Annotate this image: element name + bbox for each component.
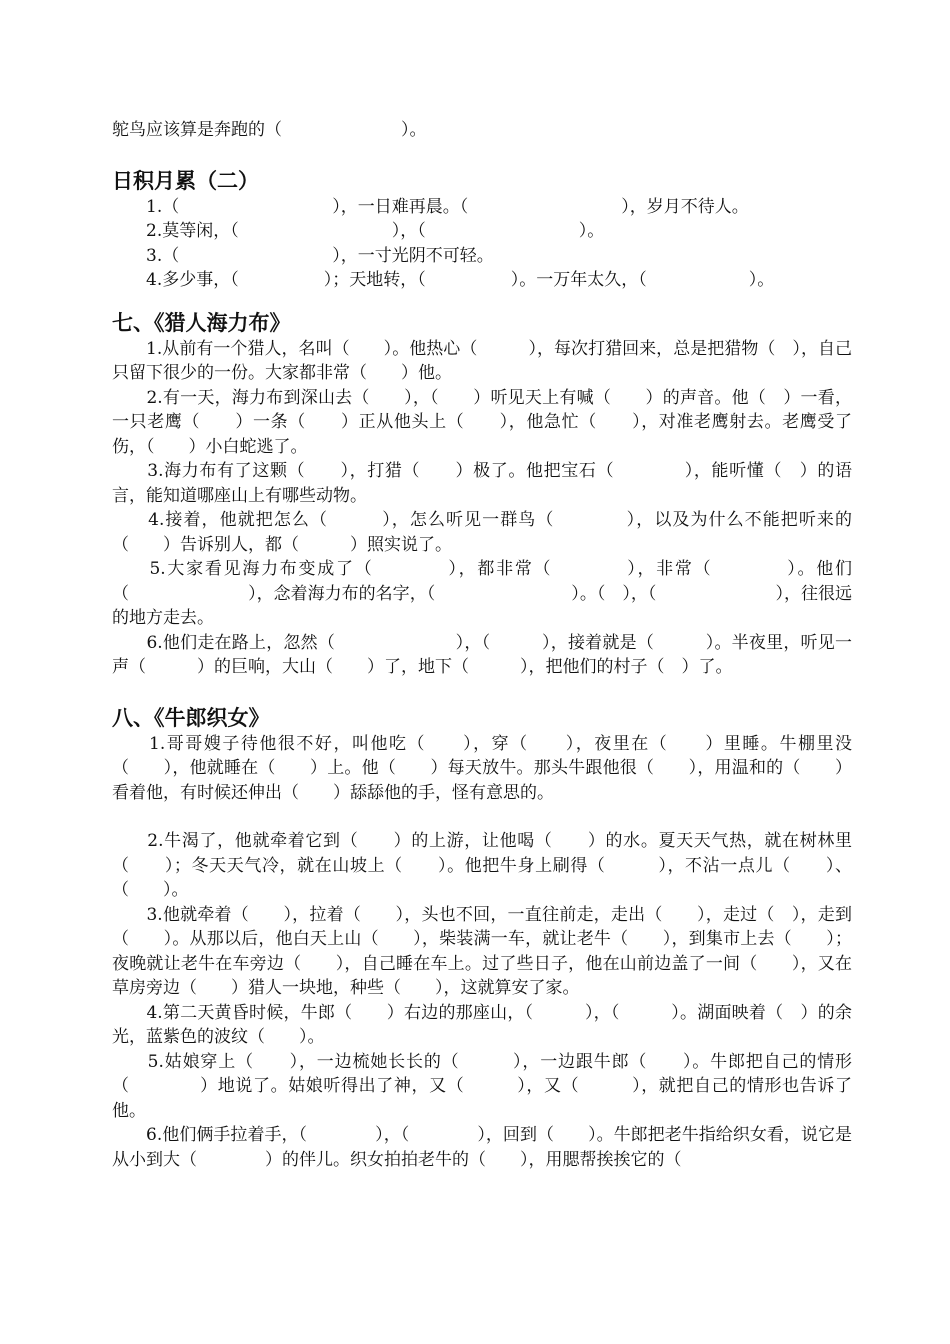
niulang-item-6: 6.他们俩手拉着手，（ ），（ ），回到（ ）。牛郎把老牛指给织女看，说它是从小到大（ ）的伴儿。织女拍拍老牛的（ ），用腮帮挨挨它的（ <box>112 1125 852 1170</box>
lieren-item-6: 6.他们走在路上，忽然（ ），（ ），接着就是（ ）。半夜里，听见一声（ ）的巨响，大山（ ）了，地下（ ），把他们的村子（ ）了。 <box>112 632 852 677</box>
lieren-item-5: 5.大家看见海力布变成了（ ），都非常（ ），非常（ ）。他们（ ），念着海力布的名字，（ ）。（ ），（ ），往很远的地方走去。 <box>112 559 852 628</box>
rijiyuelei-item-1: 1.（ ），一日难再晨。（ ），岁月不待人。 <box>112 196 749 217</box>
lieren-item-4: 4.接着，他就把怎么（ ），怎么听见一群鸟（ ），以及为什么不能把听来的（ ）告诉别人，都（ ）照实说了。 <box>112 510 852 555</box>
rijiyuelei-item-2: 2.莫等闲，（ ），（ ）。 <box>112 221 605 241</box>
niulang-item-5: 5.姑娘穿上（ ），一边梳她长长的（ ），一边跟牛郎（ ）。牛郎把自己的情形（ ）地说了。姑娘听得出了神，又（ ），又（ ），就把自己的情形也告诉了他。 <box>112 1051 852 1121</box>
rijiyuelei-item-4: 4.多少事，（ ）；天地转，（ ）。一万年太久，（ ）。 <box>112 270 775 290</box>
worksheet-page <box>112 118 852 1172</box>
section-title-rijiyuelei: 日积月累（二） <box>112 168 259 193</box>
rijiyuelei-item-3: 3.（ ），一寸光阴不可轻。 <box>112 245 494 266</box>
intro-line: 鸵鸟应该算是奔跑的（ ）。 <box>112 120 427 140</box>
section-title-niulang: 八、《牛郎织女》 <box>112 705 270 730</box>
lieren-item-1: 1.从前有一个猎人，名叫（ ）。他热心（ ），每次打猎回来，总是把猎物（ ），自己只留下很少的一份。大家都非常（ ）他。 <box>112 338 852 383</box>
niulang-item-2: 2.牛渴了，他就牵着它到（ ）的上游，让他喝（ ）的水。夏天天气热，就在树林里（ ）；冬天天气冷，就在山坡上（ ）。他把牛身上刷得（ ），不沾一点儿（ ）、（ ）。 <box>112 831 852 900</box>
niulang-item-4: 4.第二天黄昏时候，牛郎（ ）右边的那座山，（ ），（ ）。湖面映着（ ）的余光，蓝紫色的波纹（ ）。 <box>112 1002 852 1047</box>
lieren-item-2: 2.有一天，海力布到深山去（ ），（ ）听见天上有喊（ ）的声音。他（ ）一看，一只老鹰（ ）一条（ ）正从他头上（ ），他急忙（ ），对准老鹰射去。老鹰受了伤，（ ）小白蛇逃了。 <box>112 387 852 457</box>
lieren-item-3: 3.海力布有了这颗（ ），打猎（ ）极了。他把宝石（ ），能听懂（ ）的语言，能知道哪座山上有哪些动物。 <box>112 461 852 506</box>
niulang-item-1: 1.哥哥嫂子待他很不好，叫他吃（ ），穿（ ），夜里在（ ）里睡。牛棚里没（ ），他就睡在（ ）上。他（ ）每天放牛。那头牛跟他很（ ），用温和的（ ）看着他，有时候还伸出（ ）舔舔他的手，怪有意思的。 <box>112 733 852 803</box>
section-title-lieren: 七、《猎人海力布》 <box>112 310 291 335</box>
niulang-item-3: 3.他就牵着（ ），拉着（ ），头也不回，一直往前走，走出（ ），走过（ ），走到（ ）。从那以后，他白天上山（ ），柴装满一车，就让老牛（ ），到集市上去（ ）；夜晚就让老牛在车旁边（ ），自己睡在车上。过了些日子，他在山前边盖了一间（ ），又在草房旁边（ ）猎人一块地，种些（ ），这就算安了家。 <box>112 904 852 998</box>
